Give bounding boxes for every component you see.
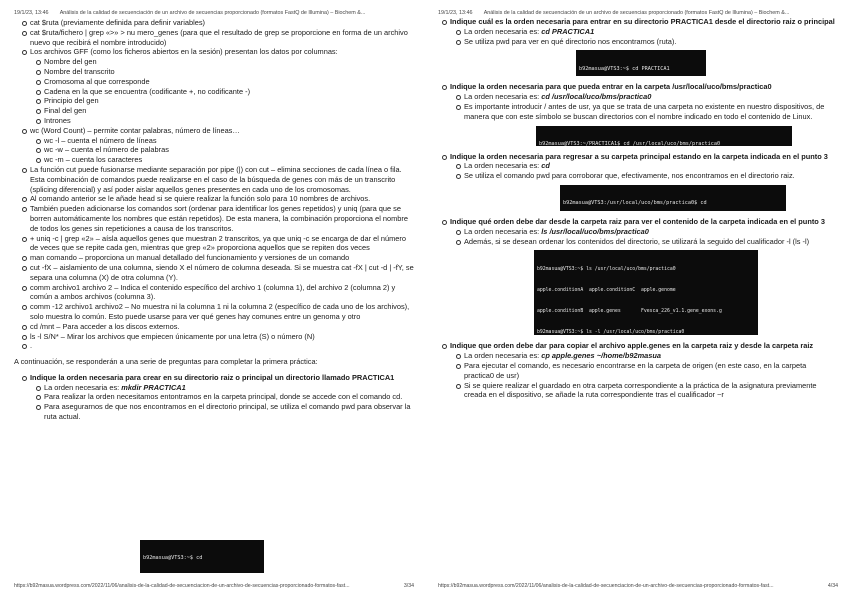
answer-command: cd	[541, 161, 550, 171]
page-header	[14, 10, 414, 16]
header-title: Análisis de la calidad de secuenciación de un archivo de secuencias proporcionado (formatos FastQ de Illumina) – Biochem &...	[59, 10, 366, 16]
terminal-screenshot	[534, 250, 758, 335]
answer-command: cd PRACTICA1	[541, 26, 595, 36]
list-item: .	[30, 341, 414, 351]
answer-list	[450, 161, 838, 181]
footer-url: https://b92masua.wordpress.com/2022/11/06/analisis-de-la-calidad-de-secuenciacion-de-un-archivo-de-secuencias-proporcionado-formatos-fast...	[14, 583, 350, 589]
left-content	[14, 18, 414, 422]
list-item: Si se quiere realizar el guardado en otra carpeta correspondiente a la práctica de la asignatura previamente creada en el dispositivo, se añade la ruta correspondiente tras el cualificador ~r	[464, 381, 838, 401]
main-list	[30, 47, 414, 351]
list-item: comm archivo1 archivo 2 – Indica el contenido específico del archivo 1 (columna 1), del archivo 2 (columna 2) y común a ambos archivos (columna 3).	[30, 283, 414, 303]
question-list	[30, 373, 414, 422]
wc-intro: wc (Word Count) – permite contar palabras, número de líneas…	[30, 125, 240, 135]
list-item: cat $ruta/fichero | grep «>» > nu mero_genes (para que el resultado de grep se proporcione en forma de un archivo nuevo que recibirá el nombre introducido)	[30, 28, 414, 48]
page-header	[438, 10, 838, 16]
question-item	[450, 152, 838, 211]
list-item: Además, si se desean ordenar los contenidos del directorio, se utilizará la seguido del cualificador -l (ls -l)	[464, 237, 838, 247]
gff-columns-list	[30, 57, 414, 126]
list-item: wc -m – cuenta los caracteres	[44, 155, 414, 165]
list-item: + uniq -c | grep «2» – aísla aquellos genes que muestran 2 transcritos, ya que uniq -c se encarga de dar el número de veces que se repite cada gen, mientras que grep «2» proporciona aquellos que se repiten dos veces	[30, 234, 414, 254]
list-item: cat $ruta (previamente definida para definir variables)	[30, 18, 414, 28]
list-item: Para asegurarnos de que nos encontramos en el directorio principal, se utiliza el comando pwd para observar la ruta actual.	[44, 402, 414, 422]
page-footer	[14, 583, 414, 589]
answer-command: cd /usr/local/uco/bms/practica0	[541, 92, 652, 102]
terminal-screenshot	[536, 126, 792, 146]
right-page	[424, 0, 848, 599]
answer-item	[464, 161, 838, 171]
wc-list	[30, 136, 414, 165]
answer-list	[450, 92, 838, 121]
answer-list	[30, 383, 414, 422]
question-title: Indique la orden necesaria para crear en su directorio raiz o principal un directorio llamado PRACTICA1	[30, 372, 395, 382]
answer-label: La orden necesaria es:	[464, 351, 540, 361]
intro-paragraph: A continuación, se responderán a una serie de preguntas para completar la primera práctica:	[14, 357, 318, 367]
question-item	[30, 373, 414, 422]
list-item: ls -l S/N* – Mirar los archivos que empiecen únicamente por una letra (S) o número (N)	[30, 332, 414, 342]
answer-command: mkdir PRACTICA1	[121, 382, 186, 392]
list-item: cut -fX – aislamiento de una columna, siendo X el número de columna deseada. Si se muestra cat -fX | cut -d | -fY, se separa una columna (X) de otra columna (Y).	[30, 262, 414, 282]
list-item	[30, 126, 414, 165]
question-title: Indique qué orden debe dar desde la carpeta raiz para ver el contenido de la carpeta indicada en el punto 3	[450, 216, 825, 226]
header-title: Análisis de la calidad de secuenciación de un archivo de secuencias proporcionado (formatos FastQ de Illumina) – Biochem &...	[483, 10, 790, 16]
list-item: Principio del gen	[44, 96, 414, 106]
list-item: cd /mnt – Para acceder a los discos externos.	[30, 322, 414, 332]
question-item	[450, 217, 838, 335]
answer-label: La orden necesaria es:	[464, 226, 540, 236]
list-item: comm -12 archivo1 archivo2 – No muestra ni la columna 1 ni la columna 2 (específico de cada uno de los archivos), solo muestra lo común. Esto puede usarse para ver qué genes hay comunes entre un genoma y otro	[30, 302, 414, 322]
list-item: También pueden adicionarse los comandos sort (ordenar para identificar los genes repetidos) y uniq (para que se borren automáticamente los nombres que están repetidos). De esta manera, la combinación proporciona el nombre de todos los genes sin repeticiones a causa de los transcritos.	[30, 204, 414, 233]
header-date: 19/1/23, 13:46	[438, 10, 473, 16]
list-item: wc -w – cuenta el número de palabras	[44, 145, 414, 155]
list-item: wc -l – cuenta el número de líneas	[44, 136, 414, 146]
terminal-line: apple.conditionA apple.conditionC apple.genome	[537, 288, 676, 294]
gff-intro: Los archivos GFF (como los ficheros abiertos en la sesión) presentan los datos por columnas:	[30, 47, 338, 57]
terminal-screenshot	[560, 185, 786, 211]
question-title: Indique que orden debe dar para copiar el archivo apple.genes en la carpeta raiz y desde la carpeta raiz	[450, 341, 814, 351]
page-footer	[438, 583, 838, 589]
terminal-line: b92masua@VTS3:~$ cd	[143, 555, 203, 562]
answer-command: cp apple.genes ~/home/b92masua	[541, 351, 661, 361]
right-content	[450, 17, 838, 400]
answer-label: La orden necesaria es:	[464, 26, 540, 36]
answer-list	[450, 27, 838, 47]
footer-page-number: 3/34	[403, 583, 414, 589]
list-item: Se utiliza el comando pwd para corroborar que, efectivamente, nos encontramos en el directorio raiz.	[464, 171, 838, 181]
question-item	[450, 17, 838, 76]
answer-list	[450, 227, 838, 247]
list-item: man comando – proporciona un manual detallado del funcionamiento y versiones de un comando	[30, 253, 414, 263]
list-item: La función cut puede fusionarse mediante separación por pipe (|) con cut – elimina secciones de cada línea o fila. Esta combinación de comandos puede realizarse en el caso de la búsqueda de genes con más de un transcrito (splicing diferencial) y así poder aislar aquellos genes presentes en cada uno de los cromosomas.	[30, 165, 414, 194]
list-item: Se utiliza pwd para ver en qué directorio nos encontramos (ruta).	[464, 37, 838, 47]
list-item: Para ejecutar el comando, es necesario encontrarse en la carpeta de origen (en este caso, en la carpeta practica0 de usr)	[464, 361, 838, 381]
answer-label: La orden necesaria es:	[44, 382, 120, 392]
answer-item	[464, 27, 838, 37]
answer-item	[44, 383, 414, 393]
footer-url: https://b92masua.wordpress.com/2022/11/06/analisis-de-la-calidad-de-secuenciacion-de-un-archivo-de-secuencias-proporcionado-formatos-fast...	[438, 583, 774, 589]
header-date: 19/1/23, 13:46	[14, 10, 49, 16]
list-item: Final del gen	[44, 106, 414, 116]
list-item: Cadena en la que se encuentra (codificante +, no codificante -)	[44, 87, 414, 97]
question-item	[450, 82, 838, 145]
terminal-line: b92masua@VTS3:~$ cd PRACTICA1	[579, 65, 670, 72]
list-item: Para realizar la orden necesitamos entontramos en la carpeta principal, donde se accede con el comando cd.	[44, 392, 414, 402]
answer-item	[464, 92, 838, 102]
list-item: Al comando anterior se le añade head si se quiere realizar la función solo para 10 nombres de archivos.	[30, 194, 414, 204]
terminal-line: apple.conditionB apple.genes Fvesca_226_v1.1.gene_exons.g	[537, 309, 722, 315]
list-item: Es importante introducir / antes de usr, ya que se trata de una carpeta no existente en nuestro dispositivos, de manera que con este símbolo se buscan directorios con el nombre indicado en todo el contenido de Linux.	[464, 102, 838, 122]
question-title: Indique la orden necesaria para regresar a su carpeta principal estando en la carpeta indicada en el punto 3	[450, 151, 828, 161]
terminal-line: b92masua@VTS3:~$ ls -l /usr/local/uco/bms/practica0	[537, 330, 685, 336]
footer-page-number: 4/34	[827, 583, 838, 589]
list-item: Cromosoma al que corresponde	[44, 77, 414, 87]
terminal-line: b92masua@VTS3:~$ ls /usr/local/uco/bms/practica0	[537, 267, 676, 273]
question-item	[450, 341, 838, 400]
list-item: Intrones	[44, 116, 414, 126]
question-title: Indique cuál es la orden necesaria para entrar en su directorio PRACTICA1 desde el directorio raiz o principal	[450, 17, 835, 26]
answer-item	[464, 227, 838, 237]
answer-item	[464, 351, 838, 361]
list-item	[30, 47, 414, 125]
answer-list	[450, 351, 838, 400]
list-item: Nombre del transcrito	[44, 67, 414, 77]
terminal-line: b92masua@VTS3:/usr/local/uco/bms/practica0$ cd	[563, 200, 707, 207]
answer-label: La orden necesaria es:	[464, 161, 540, 171]
terminal-line: b92masua@VTS3:~/PRACTICA1$ cd /usr/local/uco/bms/practica0	[539, 140, 721, 146]
question-title: Indique la orden necesaria para que pueda entrar en la carpeta /usr/local/uco/bms/practica0	[450, 82, 772, 92]
answer-label: La orden necesaria es:	[464, 92, 540, 102]
terminal-screenshot	[140, 540, 264, 573]
list-item: Nombre del gen	[44, 57, 414, 67]
question-list	[450, 17, 838, 400]
answer-command: ls /usr/local/uco/bms/practica0	[541, 226, 649, 236]
top-sub-list	[16, 18, 414, 47]
terminal-screenshot	[576, 50, 706, 76]
